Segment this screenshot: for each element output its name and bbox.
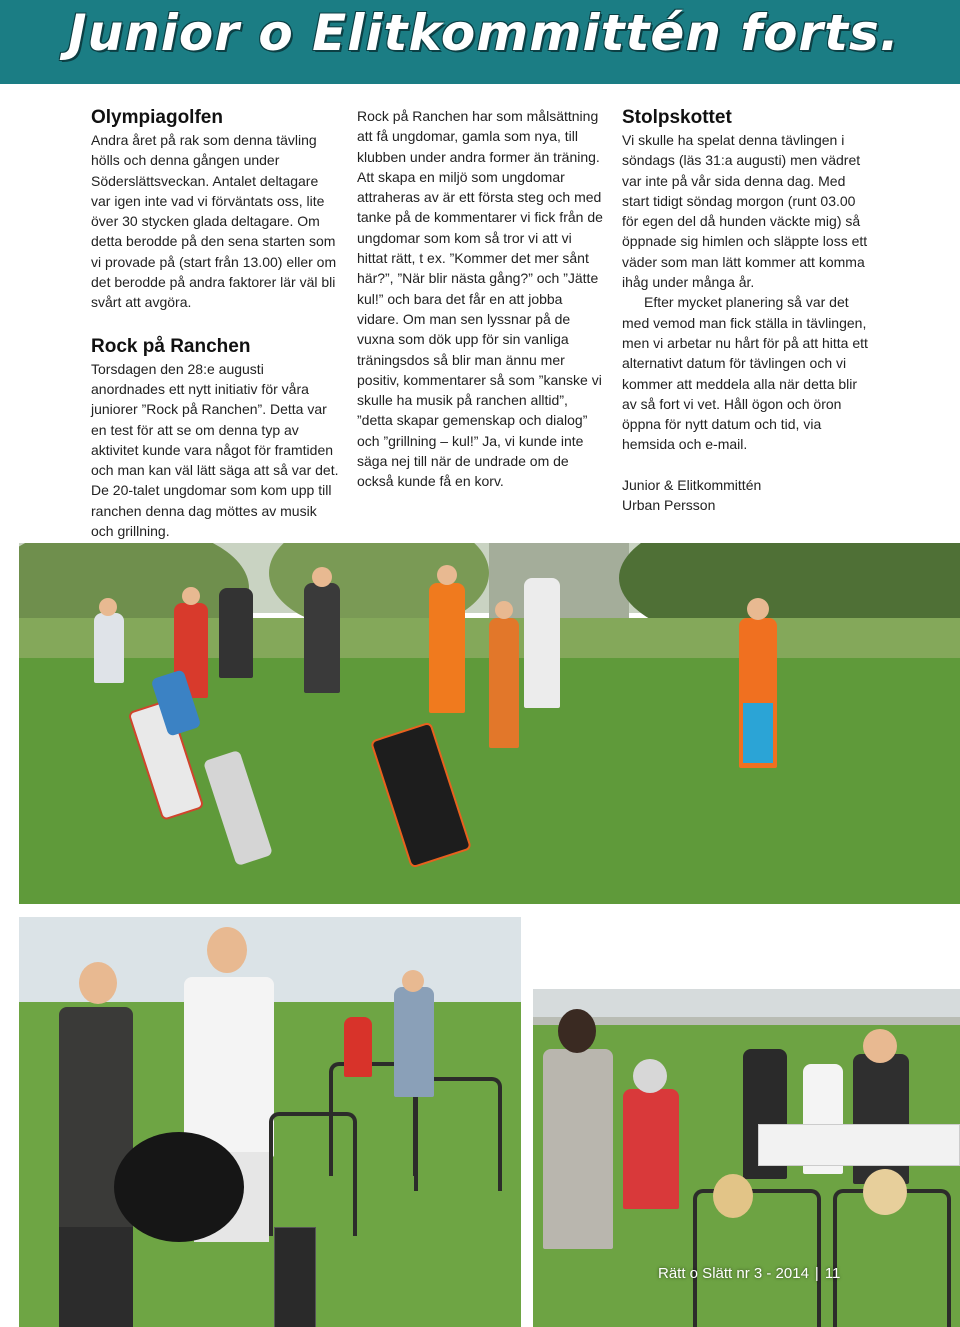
signature-organization: Junior & Elitkommittén bbox=[622, 476, 762, 493]
signature-name: Urban Persson bbox=[622, 497, 716, 514]
photo-golf-range-kids bbox=[19, 543, 960, 904]
page-number: 11 bbox=[824, 1265, 841, 1282]
photo-grilling bbox=[19, 917, 521, 1327]
page-title: Junior o Elitkommittén forts. bbox=[68, 4, 900, 62]
column-left bbox=[91, 106, 341, 541]
heading-olympiagolfen: Olympiagolfen bbox=[91, 107, 223, 128]
heading-rock-pa-ranchen: Rock på Ranchen bbox=[91, 335, 251, 357]
column-middle bbox=[357, 106, 605, 492]
heading-stolpskottet: Stolpskottet bbox=[622, 107, 732, 128]
magazine-issue: Rätt o Slätt nr 3 - 2014 bbox=[658, 1265, 809, 1282]
rock-body: Torsdagen den 28:e augusti anordnades ett nytt initiativ för våra juniorer ”Rock på Ranchen”. Detta var en test för att se om denna typ av aktivitet kunde vara något för framtiden och man kan väl lätt säga att så var det. De 20-talet ungdomar som kom upp till ranchen denna dag möttes av musik och grillning. bbox=[91, 360, 339, 540]
footer-separator: | bbox=[814, 1265, 819, 1282]
column-right bbox=[622, 106, 872, 515]
stolpskottet-body-1: Vi skulle ha spelat denna tävlingen i söndags (läs 31:a augusti) men vädret var inte på vår sida denna dag. Med start tidigt söndag morgon (runt 03.00 för egen del då hunden väckte mig) så öppnade sig himlen och släppte loss ett väder som man lätt kommer att komma ihåg under många år. bbox=[622, 132, 868, 291]
olympiagolfen-body: Andra året på rak som denna tävling hölls och denna gången under Söderslättsveckan. Antalet deltagare var igen inte vad vi förväntats oss, lite över 30 stycken glada deltagare. Om detta berodde på den sena starten som vi provade på (start från 13.00) eller om det berodde på andra faktorer lär väl bli svårt att avgöra. bbox=[91, 132, 337, 311]
stolpskottet-body-2: Efter mycket planering så var det med vemod man fick ställa in tävlingen, men vi arbetar nu hårt för på att hitta ett alternativt datum för tävlingen och vi kommer att meddela alla när detta blir av så fort vi vet. Håll ögon och öron öppna för nytt datum och tid, via hemsida och e-mail. bbox=[622, 294, 868, 453]
page-footer bbox=[658, 1265, 840, 1282]
header-banner bbox=[0, 0, 960, 84]
rock-body-continued: Rock på Ranchen har som målsättning att få ungdomar, gamla som nya, till klubben under andra former än träning. Att skapa en miljö som ungdomar attraheras av är ett första steg och med tanke på de kommentarer vi fick från de ungdomar som kom så tror vi att vi hittat rätt, t ex. ”Kommer det mer sånt här?”, ”När blir nästa gång?” och ”Jätte kul!” och bara det får en att jobba vidare. Om man sen lyssnar på de vuxna som dök upp för sin vanliga träningsdos så blir man ännu mer positiv, kommentarer så som ”kanske vi skulle ha musik på ranchen alltid”, ”detta skapar gemenskap och dialog” och ”grillning – kul!” Ja, vi kunde inte säga nej till när de undrade om de också kunde få en korv. bbox=[357, 108, 603, 490]
